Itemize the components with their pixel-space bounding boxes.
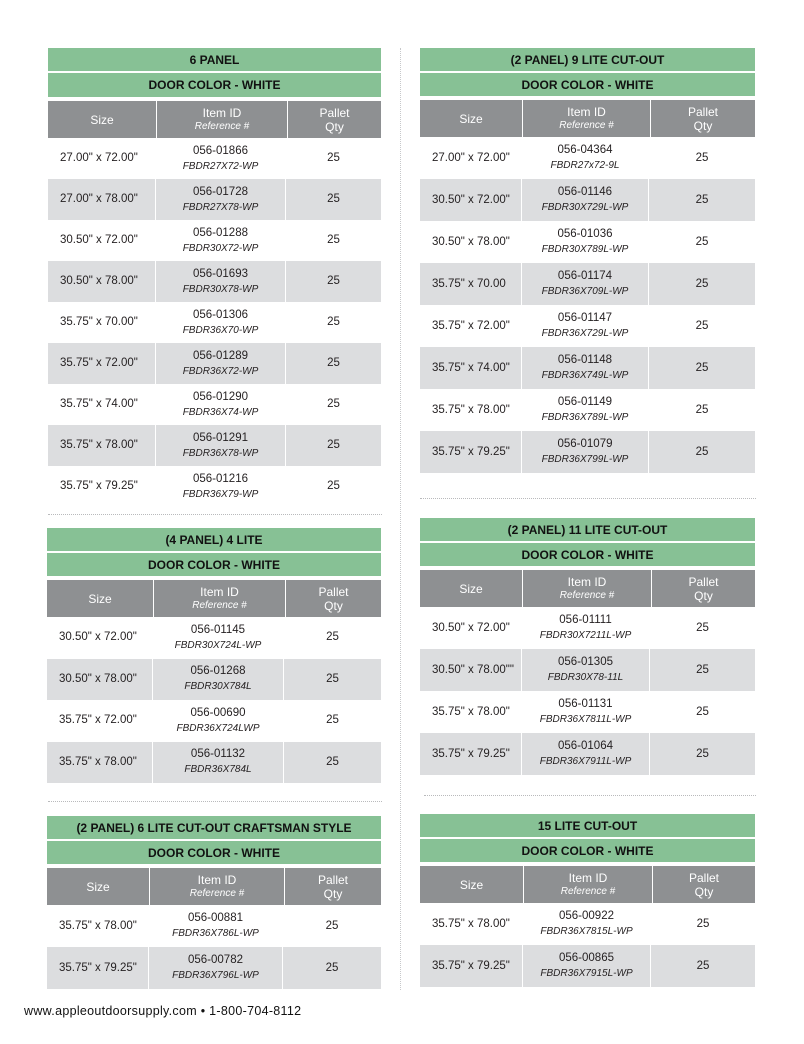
table-row (47, 617, 381, 659)
door-color-label: DOOR COLOR - WHITE (47, 553, 381, 578)
cell-item-id (156, 179, 286, 220)
cell-size: 35.75" x 78.00" (420, 389, 522, 431)
cell-size: 35.75" x 74.00" (420, 347, 522, 389)
table-title: 15 LITE CUT-OUT (420, 814, 755, 839)
reference-number: FBDR36X7911L-WP (539, 756, 632, 767)
cell-size: 35.75" x 78.00" (420, 691, 522, 733)
cell-size: 30.50" x 72.00" (47, 617, 153, 659)
header-pallet-qty (653, 866, 755, 903)
header-pallet-label: Pallet (687, 104, 719, 119)
cell-size: 30.50" x 78.00"" (420, 649, 522, 691)
item-id: 056-01149 (557, 396, 613, 408)
item-id: 056-01305 (558, 656, 613, 668)
reference-number: FBDR36X789L-WP (541, 412, 629, 423)
item-id: 056-01290 (193, 390, 248, 403)
table-row (420, 649, 755, 691)
cell-pallet-qty: 25 (695, 319, 709, 332)
table-row (420, 179, 755, 221)
door-color-label: DOOR COLOR - WHITE (47, 841, 381, 866)
cell-size: 35.75" x 78.00" (47, 742, 153, 784)
header-size (420, 100, 523, 137)
item-id: 056-01306 (193, 308, 248, 321)
cell-size: 35.75" x 79.25" (48, 466, 156, 507)
header-size (420, 570, 523, 607)
table-row (48, 220, 381, 261)
header-pallet-qty (288, 101, 381, 138)
item-id: 056-01146 (557, 186, 613, 198)
item-id: 056-01289 (193, 349, 248, 362)
cell-pallet-qty: 25 (325, 919, 339, 932)
header-pallet-label: Pallet (317, 872, 349, 887)
table-title: (2 PANEL) 6 LITE CUT-OUT CRAFTSMAN STYLE (47, 816, 381, 841)
cell-item-id (156, 425, 286, 466)
header-size-label: Size (459, 877, 484, 892)
product-table (420, 518, 755, 775)
header-item-id-label: Item ID (567, 574, 607, 589)
table-title: (4 PANEL) 4 LITE (47, 528, 381, 553)
cell-size: 30.50" x 72.00" (48, 220, 156, 261)
reference-number: FBDR36X709L-WP (541, 286, 629, 297)
cell-item-id (156, 261, 286, 302)
header-qty-label: Qty (325, 119, 344, 134)
item-id: 056-01268 (190, 665, 246, 678)
item-id: 056-01693 (193, 267, 248, 280)
product-table (420, 48, 755, 473)
item-id: 056-01866 (193, 144, 248, 157)
reference-number: FBDR36X724LWP (176, 722, 260, 734)
reference-number: FBDR36X749L-WP (541, 370, 629, 381)
reference-number: FBDR30X7211L-WP (539, 630, 632, 641)
door-color-label: DOOR COLOR - WHITE (48, 73, 381, 99)
header-qty-label: Qty (323, 886, 343, 901)
table-row (420, 733, 755, 775)
cell-pallet-qty: 25 (695, 403, 709, 416)
cell-size: 35.75" x 79.25" (420, 945, 523, 987)
cell-item-id (156, 343, 286, 384)
table-row (420, 903, 755, 945)
item-id: 056-01145 (190, 623, 246, 636)
item-id: 056-01174 (557, 270, 613, 282)
cell-size: 35.75" x 79.25" (420, 431, 522, 473)
item-id: 056-00690 (190, 706, 246, 719)
cell-pallet-qty: 25 (326, 672, 339, 685)
section-divider (424, 795, 756, 796)
header-reference-label: Reference # (189, 887, 245, 899)
header-reference-label: Reference # (192, 599, 247, 611)
reference-number: FBDR36X784L (184, 764, 252, 776)
reference-number: FBDR36X796L-WP (172, 970, 259, 981)
header-pallet-label: Pallet (688, 870, 720, 885)
table-row (47, 742, 381, 784)
cell-item-id (522, 263, 649, 305)
cell-size: 27.00" x 72.00" (420, 137, 522, 179)
header-size (47, 868, 150, 905)
door-color-label: DOOR COLOR - WHITE (420, 73, 755, 98)
item-id: 056-00865 (559, 952, 614, 964)
table-row (420, 607, 755, 649)
cell-item-id (522, 431, 649, 473)
cell-pallet-qty: 25 (695, 445, 709, 458)
header-pallet-label: Pallet (318, 584, 349, 599)
item-id: 056-00782 (188, 954, 243, 966)
reference-number: FBDR30X78-11L (547, 672, 624, 683)
cell-item-id (522, 137, 649, 179)
cell-pallet-qty: 25 (696, 747, 709, 760)
table-row (420, 221, 755, 263)
header-reference-label: Reference # (560, 885, 616, 897)
header-item-id-label: Item ID (568, 870, 608, 885)
cell-pallet-qty: 25 (327, 398, 340, 410)
table-row (420, 691, 755, 733)
cell-item-id (523, 945, 651, 987)
cell-item-id (156, 220, 286, 261)
cell-size: 30.50" x 78.00" (47, 659, 153, 701)
cell-pallet-qty: 25 (695, 235, 709, 248)
table-title: 6 PANEL (48, 48, 381, 73)
table-row (47, 700, 381, 742)
section-divider (48, 801, 382, 802)
header-size-label: Size (459, 111, 483, 126)
cell-pallet-qty: 25 (327, 234, 340, 246)
cell-item-id (522, 607, 650, 649)
cell-pallet-qty: 25 (695, 277, 709, 290)
table-row (48, 343, 381, 384)
cell-item-id (149, 905, 283, 947)
reference-number: FBDR27x72-9L (550, 160, 620, 171)
table-header (48, 101, 381, 138)
cell-size: 27.00" x 78.00" (48, 179, 156, 220)
section-divider (420, 498, 756, 499)
cell-item-id (149, 947, 283, 989)
cell-size: 30.50" x 72.00" (420, 179, 522, 221)
reference-number: FBDR27X78-WP (182, 201, 259, 213)
cell-pallet-qty: 25 (327, 480, 340, 492)
column-divider (400, 48, 401, 990)
cell-item-id (156, 384, 286, 425)
cell-pallet-qty: 25 (325, 961, 339, 974)
header-size-label: Size (86, 879, 110, 894)
header-size (420, 866, 524, 903)
item-id: 056-01291 (193, 431, 248, 444)
reference-number: FBDR36X786L-WP (172, 928, 259, 939)
cell-pallet-qty: 25 (327, 193, 340, 205)
cell-size: 35.75" x 72.00" (420, 305, 522, 347)
reference-number: FBDR30X729L-WP (541, 202, 629, 213)
cell-item-id (156, 138, 286, 179)
header-pallet-label: Pallet (688, 574, 719, 589)
cell-size: 35.75" x 70.00 (420, 263, 522, 305)
header-pallet-qty (286, 580, 381, 617)
item-id: 056-04364 (557, 144, 613, 156)
cell-size: 35.75" x 72.00" (47, 700, 153, 742)
cell-pallet-qty: 25 (695, 361, 709, 374)
cell-pallet-qty: 25 (326, 714, 339, 727)
cell-item-id (522, 691, 650, 733)
table-row (48, 302, 381, 343)
table-row (47, 659, 381, 701)
cell-item-id (522, 305, 649, 347)
cell-pallet-qty: 25 (327, 316, 340, 328)
reference-number: FBDR30X789L-WP (541, 244, 629, 255)
product-table (48, 48, 381, 507)
header-item-id-label: Item ID (567, 104, 606, 119)
reference-number: FBDR30X72-WP (182, 242, 259, 254)
header-pallet-qty (651, 100, 755, 137)
header-size-label: Size (459, 581, 483, 596)
cell-pallet-qty: 25 (326, 631, 339, 644)
cell-size: 30.50" x 78.00" (48, 261, 156, 302)
header-item-id (150, 868, 285, 905)
header-item-id (154, 580, 286, 617)
cell-item-id (522, 649, 650, 691)
cell-item-id (522, 221, 649, 263)
item-id: 056-01132 (190, 748, 246, 761)
header-item-id-label: Item ID (202, 105, 242, 120)
cell-size: 35.75" x 78.00" (48, 425, 156, 466)
item-id: 056-01131 (558, 698, 613, 710)
cell-item-id (522, 179, 649, 221)
cell-item-id (522, 347, 649, 389)
table-header (47, 580, 381, 617)
table-row (420, 389, 755, 431)
item-id: 056-00881 (188, 912, 243, 924)
cell-pallet-qty: 25 (327, 357, 340, 369)
cell-pallet-qty: 25 (696, 621, 709, 634)
cell-size: 35.75" x 70.00" (48, 302, 156, 343)
reference-number: FBDR36X7811L-WP (539, 714, 632, 725)
cell-item-id (153, 742, 284, 784)
table-header (420, 100, 755, 137)
reference-number: FBDR36X70-WP (182, 324, 259, 336)
table-row (420, 431, 755, 473)
cell-pallet-qty: 25 (696, 959, 710, 972)
header-qty-label: Qty (693, 118, 713, 133)
cell-pallet-qty: 25 (327, 439, 340, 451)
reference-number: FBDR27X72-WP (182, 160, 259, 172)
cell-pallet-qty: 25 (695, 151, 709, 164)
cell-item-id (522, 389, 649, 431)
table-row (48, 138, 381, 179)
item-id: 056-01288 (193, 226, 248, 239)
cell-size: 35.75" x 74.00" (48, 384, 156, 425)
door-color-label: DOOR COLOR - WHITE (420, 839, 755, 864)
cell-pallet-qty: 25 (326, 755, 339, 768)
cell-size: 27.00" x 72.00" (48, 138, 156, 179)
reference-number: FBDR30X784L (184, 681, 252, 693)
reference-number: FBDR36X729L-WP (541, 328, 629, 339)
reference-number: FBDR36X7815L-WP (540, 926, 633, 937)
header-pallet-label: Pallet (319, 105, 350, 120)
cell-pallet-qty: 25 (696, 917, 710, 930)
header-item-id-label: Item ID (197, 872, 237, 887)
reference-number: FBDR36X799L-WP (541, 454, 629, 465)
header-item-id (157, 101, 288, 138)
header-reference-label: Reference # (559, 119, 614, 131)
cell-item-id (523, 903, 651, 945)
cell-pallet-qty: 25 (327, 152, 340, 164)
item-id: 056-01079 (557, 438, 613, 450)
cell-size: 35.75" x 78.00" (47, 905, 149, 947)
item-id: 056-01111 (559, 614, 612, 626)
header-reference-label: Reference # (559, 589, 615, 601)
table-row (47, 905, 381, 947)
product-table (47, 816, 381, 989)
table-row (420, 137, 755, 179)
table-header (420, 866, 755, 903)
cell-size: 35.75" x 72.00" (48, 343, 156, 384)
table-row (48, 466, 381, 507)
cell-item-id (156, 466, 286, 507)
header-reference-label: Reference # (194, 120, 250, 132)
item-id: 056-01216 (193, 472, 248, 485)
header-item-id-label: Item ID (200, 584, 239, 599)
section-divider (48, 514, 382, 515)
item-id: 056-00922 (559, 910, 614, 922)
item-id: 056-01036 (557, 228, 613, 240)
table-title: (2 PANEL) 11 LITE CUT-OUT (420, 518, 755, 543)
item-id: 056-01147 (557, 312, 613, 324)
header-qty-label: Qty (324, 598, 343, 613)
table-row (420, 945, 755, 987)
table-row (48, 384, 381, 425)
reference-number: FBDR36X78-WP (182, 447, 259, 459)
item-id: 056-01064 (558, 740, 613, 752)
header-item-id (524, 866, 653, 903)
reference-number: FBDR36X7915L-WP (540, 968, 633, 979)
table-row (420, 305, 755, 347)
table-row (48, 179, 381, 220)
table-title: (2 PANEL) 9 LITE CUT-OUT (420, 48, 755, 73)
cell-item-id (153, 659, 284, 701)
cell-size: 35.75" x 78.00" (420, 903, 523, 945)
header-qty-label: Qty (694, 588, 713, 603)
header-size-label: Size (88, 591, 112, 606)
cell-pallet-qty: 25 (696, 705, 709, 718)
table-header (47, 868, 381, 905)
item-id: 056-01728 (193, 185, 248, 198)
table-header (420, 570, 755, 607)
header-size-label: Size (90, 112, 114, 127)
reference-number: FBDR36X72-WP (182, 365, 259, 377)
item-id: 056-01148 (557, 354, 613, 366)
cell-size: 30.50" x 78.00" (420, 221, 522, 263)
cell-size: 30.50" x 72.00" (420, 607, 522, 649)
cell-item-id (522, 733, 650, 775)
header-pallet-qty (652, 570, 755, 607)
cell-item-id (153, 700, 284, 742)
product-table (420, 814, 755, 987)
cell-item-id (153, 617, 284, 659)
cell-pallet-qty: 25 (695, 193, 709, 206)
table-row (48, 261, 381, 302)
header-pallet-qty (285, 868, 381, 905)
reference-number: FBDR36X79-WP (182, 488, 259, 500)
reference-number: FBDR30X724L-WP (174, 639, 262, 651)
header-qty-label: Qty (694, 884, 714, 899)
header-size (48, 101, 157, 138)
header-item-id (523, 570, 652, 607)
table-row (420, 263, 755, 305)
header-size (47, 580, 154, 617)
footer-contact: www.appleoutdoorsupply.com • 1-800-704-8112 (24, 1004, 302, 1018)
reference-number: FBDR30X78-WP (182, 283, 259, 295)
product-table (47, 528, 381, 783)
cell-item-id (156, 302, 286, 343)
cell-size: 35.75" x 79.25" (420, 733, 522, 775)
door-color-label: DOOR COLOR - WHITE (420, 543, 755, 568)
reference-number: FBDR36X74-WP (182, 406, 259, 418)
header-item-id (523, 100, 651, 137)
table-row (420, 347, 755, 389)
cell-pallet-qty: 25 (696, 663, 709, 676)
table-row (47, 947, 381, 989)
cell-pallet-qty: 25 (327, 275, 340, 287)
cell-size: 35.75" x 79.25" (47, 947, 149, 989)
table-row (48, 425, 381, 466)
